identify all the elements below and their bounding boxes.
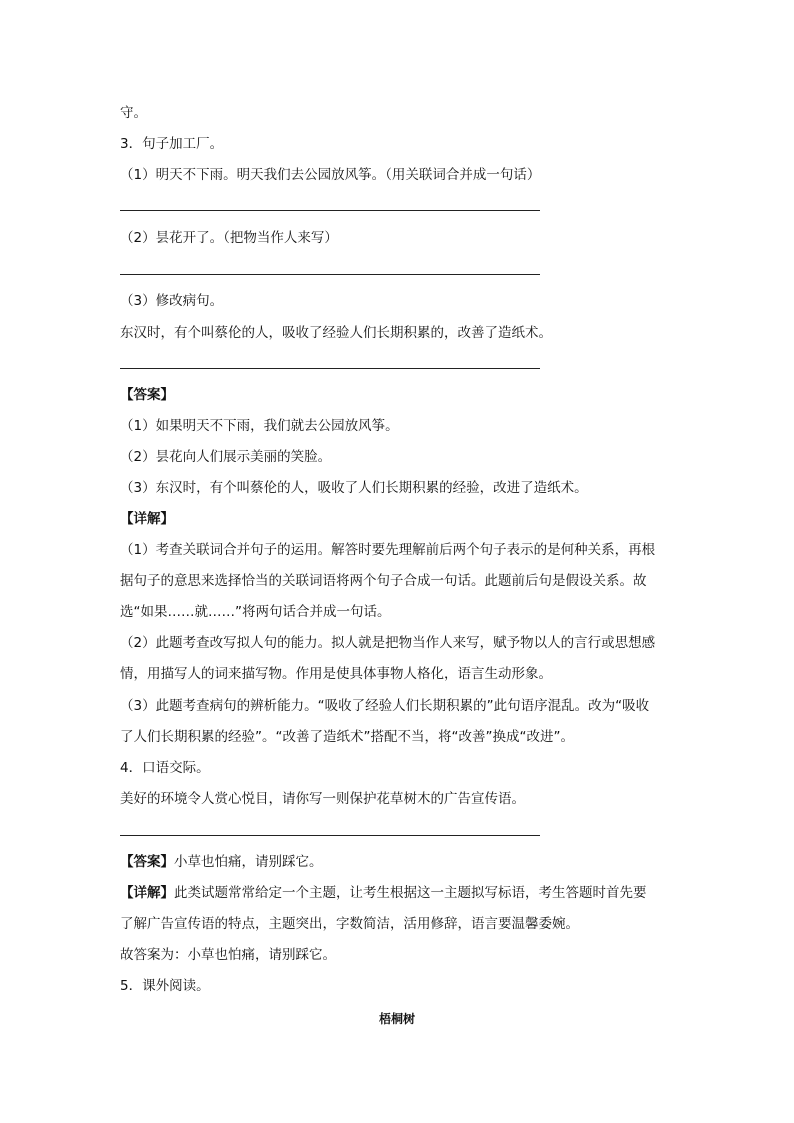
explanation-line: 据句子的意思来选择恰当的关联词语将两个句子合成一句话。此题前后句是假设关系。故	[120, 573, 647, 589]
answer-3-2: （2）昙花向人们展示美丽的笑脸。	[120, 449, 332, 465]
explanation-line: （3）此题考查病句的辨析能力。“吸收了经验人们长期积累的”此句语序混乱。改为“吸收	[120, 698, 650, 714]
answer-text: 小草也怕痛，请别踩它。	[174, 854, 323, 870]
answer-3-1: （1）如果明天不下雨，我们就去公园放风筝。	[120, 418, 399, 434]
explanation-line: 情，用描写人的词来描写物。作用是使具体事物人格化，语言生动形象。	[120, 666, 552, 682]
question-3-2-prompt: （2）昙花开了。（把物当作人来写）	[120, 230, 338, 246]
answer-blank-line	[120, 368, 540, 369]
question-5-heading: 5．课外阅读。	[120, 978, 210, 994]
answer-blank-line	[120, 835, 540, 836]
answer-heading: 【答案】	[120, 387, 174, 403]
explanation-tag: 【详解】	[120, 885, 174, 901]
text-line: 守。	[120, 105, 147, 121]
faulty-sentence: 东汉时，有个叫蔡伦的人，吸收了经验人们长期积累的，改善了造纸术。	[120, 325, 552, 341]
question-4-heading: 4．口语交际。	[120, 760, 210, 776]
explanation-line: （1）考查关联词合并句子的运用。解答时要先理解前后两个句子表示的是何种关系，再根	[120, 542, 656, 558]
question-3-1-prompt: （1）明天不下雨。明天我们去公园放风筝。（用关联词合并成一句话）	[120, 167, 541, 183]
explanation-line: 了解广告宣传语的特点，主题突出，字数简洁，活用修辞，语言要温馨委婉。	[120, 916, 579, 932]
answer-3-3: （3）东汉时，有个叫蔡伦的人，吸收了人们长期积累的经验，改进了造纸术。	[120, 480, 588, 496]
question-3-3-prompt: （3）修改病句。	[120, 293, 224, 309]
final-answer-line: 故答案为：小草也怕痛，请别踩它。	[120, 947, 336, 963]
page-footer: 梧桐树	[378, 1012, 415, 1026]
explanation-text: 此类试题常常给定一个主题，让考生根据这一主题拟写标语，考生答题时首先要	[174, 885, 647, 901]
explanation-line: 了人们长期积累的经验”。“改善了造纸术”搭配不当，将“改善”换成“改进”。	[120, 729, 574, 745]
question-4-prompt: 美好的环境令人赏心悦目，请你写一则保护花草树木的广告宣传语。	[120, 791, 525, 807]
answer-line	[120, 853, 680, 871]
answer-blank-line	[120, 274, 540, 275]
explanation-line	[120, 884, 680, 902]
answer-blank-line	[120, 210, 540, 211]
explanation-line: （2）此题考查改写拟人句的能力。拟人就是把物当作人来写，赋予物以人的言行或思想感	[120, 635, 656, 651]
explanation-heading: 【详解】	[120, 511, 174, 527]
answer-tag: 【答案】	[120, 854, 174, 870]
question-3-heading: 3．句子加工厂。	[120, 136, 224, 152]
explanation-line: 选“如果……就……”将两句话合并成一句话。	[120, 604, 391, 620]
